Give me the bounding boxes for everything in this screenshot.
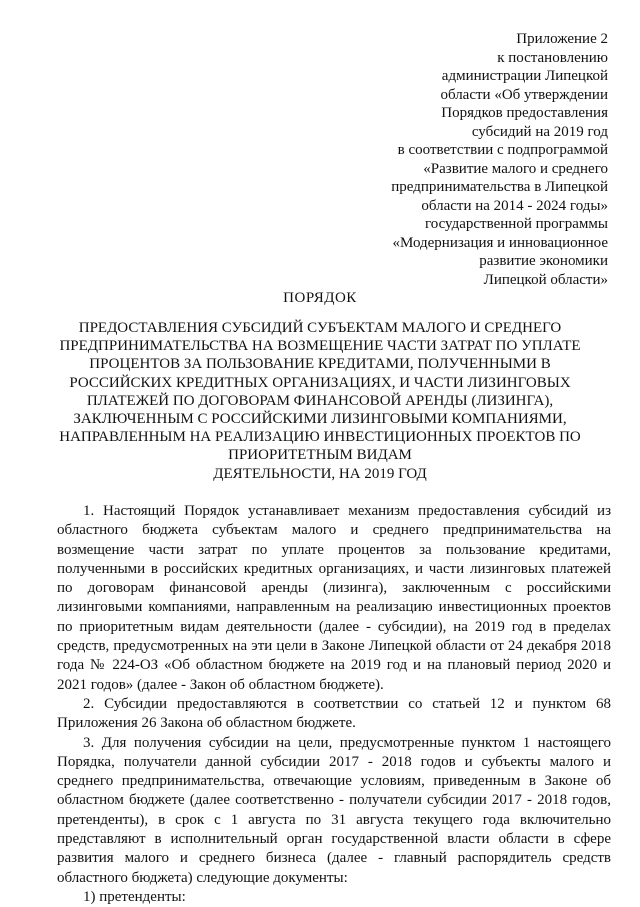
appendix-line: Порядков предоставления bbox=[441, 105, 608, 121]
document-title-line: РОССИЙСКИХ КРЕДИТНЫХ ОРГАНИЗАЦИЯХ, И ЧАСТИ ЛИЗИНГОВЫХ bbox=[69, 374, 571, 391]
appendix-line: субсидий на 2019 год bbox=[471, 123, 608, 140]
appendix-line: администрации Липецкой bbox=[441, 68, 608, 84]
document-title-line: ПРЕДПРИНИМАТЕЛЬСТВА НА ВОЗМЕЩЕНИЕ ЧАСТИ ЗАТРАТ ПО УПЛАТЕ bbox=[59, 338, 581, 355]
appendix-line: в соответствии с подпрограммой bbox=[397, 142, 608, 158]
appendix-line: «Модернизация и инновационное bbox=[392, 234, 608, 251]
document-title-line: ДЕЯТЕЛЬНОСТИ, НА 2019 ГОД bbox=[213, 465, 427, 482]
paragraph-1: 1. Настоящий Порядок устанавливает механизм предоставления субсидий из областного бюджета субъектам малого и среднего предпринимательства на возмещение части затрат по уплате процентов за пользование кредитами, полученными в российских кредитных организациях, и части лизинговых платежей по договорам финансовой аренды (лизинга), заключенным с российскими лизинговыми компаниями, направленным на реализацию инвестиционных проектов по приоритетным видам деятельности (далее - субсидии), на 2019 год в пределах средств, предусмотренных на эти цели в Законе Липецкой области от 24 декабря 2018 года № 224-ОЗ «Об областном бюджете на 2019 год и на плановый период 2020 и 2021 годов» (далее - Закон об областном бюджете). bbox=[57, 503, 611, 693]
document-title-line: ЗАКЛЮЧЕННЫМ С РОССИЙСКИМИ ЛИЗИНГОВЫМИ КОМПАНИЯМИ, bbox=[73, 411, 567, 428]
document-title bbox=[58, 319, 582, 483]
appendix-line: области «Об утверждении bbox=[440, 86, 608, 103]
appendix-line: развитие экономики bbox=[479, 253, 608, 269]
appendix-line: «Развитие малого и среднего bbox=[423, 160, 608, 177]
document-kind-heading: ПОРЯДОК bbox=[283, 290, 357, 306]
document-body bbox=[57, 502, 611, 907]
appendix-line: Приложение 2 bbox=[516, 31, 608, 47]
appendix-line: области на 2014 - 2024 годы» bbox=[421, 197, 608, 214]
document-title-line: НАПРАВЛЕННЫМ НА РЕАЛИЗАЦИЮ ИНВЕСТИЦИОННЫХ ПРОЕКТОВ ПО bbox=[59, 429, 581, 446]
list-item-applicants: 1) претенденты: bbox=[83, 888, 186, 905]
appendix-header bbox=[348, 30, 608, 289]
document-title-line: ПРИОРИТЕТНЫМ ВИДАМ bbox=[228, 447, 412, 464]
document-title-line: ПЛАТЕЖЕЙ ПО ДОГОВОРАМ ФИНАНСОВОЙ АРЕНДЫ (ЛИЗИНГА), bbox=[86, 392, 554, 409]
paragraph-2: 2. Субсидии предоставляются в соответствии со статьей 12 и пунктом 68 Приложения 26 Закона об областном бюджете. bbox=[57, 695, 611, 732]
appendix-line: к постановлению bbox=[497, 49, 608, 66]
document-title-line: ПРОЦЕНТОВ ЗА ПОЛЬЗОВАНИЕ КРЕДИТАМИ, ПОЛУЧЕННЫМИ В bbox=[89, 356, 551, 373]
paragraph-3: 3. Для получения субсидии на цели, предусмотренные пунктом 1 настоящего Порядка, получатели данной субсидии 2017 - 2018 годов и субъекты малого и среднего предпринимательства, отвечающие условиям, приведенным в Законе об областном бюджете (далее соответственно - получатели субсидии 2017 - 2018 годов, претенденты), в срок с 1 августа по 31 августа текущего года включительно представляют в исполнительный орган государственной власти области в сфере развития малого и среднего бизнеса (далее - главный распорядитель средств областного бюджета) следующие документы: bbox=[57, 734, 611, 886]
appendix-line: предпринимательства в Липецкой bbox=[391, 179, 608, 195]
appendix-line: Липецкой области» bbox=[483, 271, 608, 288]
appendix-line: государственной программы bbox=[424, 216, 608, 232]
document-title-line: ПРЕДОСТАВЛЕНИЯ СУБСИДИЙ СУБЪЕКТАМ МАЛОГО И СРЕДНЕГО bbox=[78, 320, 562, 336]
